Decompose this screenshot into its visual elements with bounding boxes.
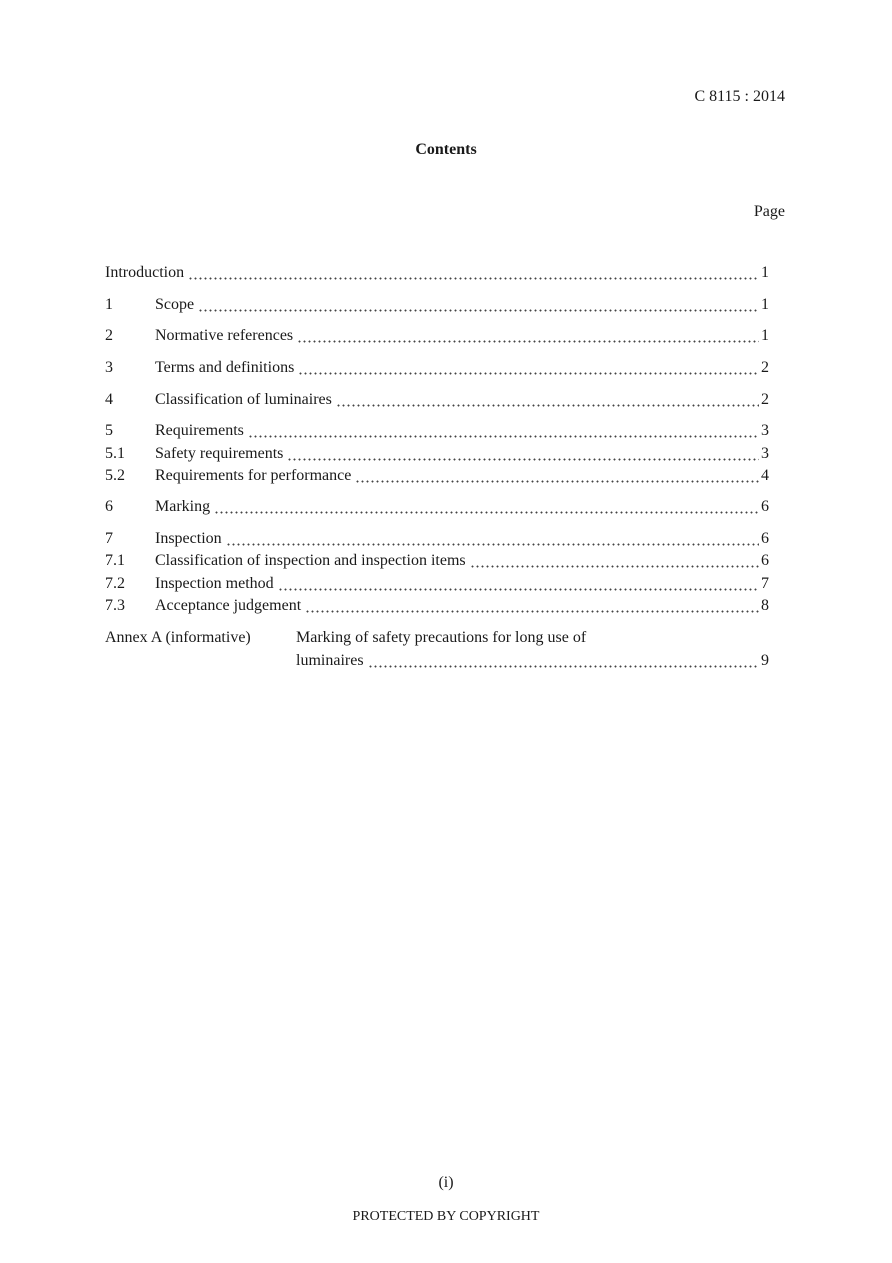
toc-entry-page: 2 bbox=[761, 359, 769, 376]
toc-entry-title: Classification of inspection and inspection items bbox=[155, 552, 466, 569]
toc-entry-marking[interactable] bbox=[105, 498, 769, 520]
toc-entry-title: Safety requirements bbox=[155, 445, 284, 462]
leader-dots bbox=[214, 511, 759, 514]
toc-entry-title: Marking bbox=[155, 498, 211, 515]
leader-dots bbox=[248, 435, 759, 438]
annex-title-line2: luminaires bbox=[296, 652, 364, 669]
toc-entry-page: 6 bbox=[761, 530, 769, 547]
toc-entry-acceptance-judgement[interactable] bbox=[105, 597, 769, 619]
toc-entry-number: 1 bbox=[105, 296, 113, 313]
toc-entry-number: 7.1 bbox=[105, 552, 125, 569]
annex-label: Annex A (informative) bbox=[105, 629, 251, 646]
toc-entry-page: 7 bbox=[761, 575, 769, 592]
toc-entry-page: 3 bbox=[761, 422, 769, 439]
toc-entry-title: Inspection bbox=[155, 530, 222, 547]
toc-entry-annex-a[interactable] bbox=[105, 629, 586, 647]
toc-entry-number: 6 bbox=[105, 498, 113, 515]
toc-entry-number: 7 bbox=[105, 530, 113, 547]
toc-entry-normative-references[interactable] bbox=[105, 327, 769, 349]
toc-entry-introduction[interactable] bbox=[105, 264, 769, 286]
toc-entry-classification-of-luminaires[interactable] bbox=[105, 391, 769, 413]
toc-entry-page: 6 bbox=[761, 498, 769, 515]
leader-dots bbox=[198, 309, 759, 312]
footer-page-number: (i) bbox=[438, 1174, 454, 1191]
leader-dots bbox=[278, 588, 759, 591]
page-column-label: Page bbox=[753, 203, 785, 220]
toc-entry-classification-of-inspection[interactable] bbox=[105, 552, 769, 574]
toc-entry-page: 2 bbox=[761, 391, 769, 408]
toc-entry-page: 1 bbox=[761, 296, 769, 313]
annex-page: 9 bbox=[761, 652, 769, 669]
toc-entry-annex-a-continued[interactable] bbox=[296, 652, 769, 674]
leader-dots bbox=[287, 458, 759, 461]
toc-entry-page: 3 bbox=[761, 445, 769, 462]
toc-entry-page: 1 bbox=[761, 264, 769, 281]
toc-entry-title: Introduction bbox=[105, 264, 185, 281]
toc-entry-requirements[interactable] bbox=[105, 422, 769, 444]
leader-dots bbox=[298, 372, 759, 375]
leader-dots bbox=[336, 404, 759, 407]
toc-entry-number: 5 bbox=[105, 422, 113, 439]
toc-entry-safety-requirements[interactable] bbox=[105, 445, 769, 467]
toc-entry-page: 1 bbox=[761, 327, 769, 344]
toc-entry-title: Inspection method bbox=[155, 575, 274, 592]
standard-code: C 8115 : 2014 bbox=[694, 88, 785, 105]
page-title: Contents bbox=[415, 141, 477, 158]
annex-title-line1: Marking of safety precautions for long use of bbox=[296, 629, 587, 646]
toc-entry-number: 5.1 bbox=[105, 445, 125, 462]
leader-dots bbox=[305, 610, 759, 613]
toc-entry-title: Scope bbox=[155, 296, 195, 313]
toc-entry-requirements-for-performance[interactable] bbox=[105, 467, 769, 489]
toc-entry-number: 5.2 bbox=[105, 467, 125, 484]
toc-entry-scope[interactable] bbox=[105, 296, 769, 318]
toc-entry-title: Normative references bbox=[155, 327, 294, 344]
leader-dots bbox=[368, 665, 759, 668]
toc-entry-number: 2 bbox=[105, 327, 113, 344]
toc-entry-page: 8 bbox=[761, 597, 769, 614]
toc-entry-number: 4 bbox=[105, 391, 113, 408]
leader-dots bbox=[297, 340, 759, 343]
toc-entry-title: Requirements for performance bbox=[155, 467, 352, 484]
toc-entry-inspection-method[interactable] bbox=[105, 575, 769, 597]
toc-entry-number: 7.2 bbox=[105, 575, 125, 592]
leader-dots bbox=[355, 480, 759, 483]
toc-entry-page: 4 bbox=[761, 467, 769, 484]
toc-entry-number: 7.3 bbox=[105, 597, 125, 614]
toc-entry-inspection[interactable] bbox=[105, 530, 769, 552]
copyright-notice: PROTECTED BY COPYRIGHT bbox=[352, 1209, 540, 1224]
toc-entry-number: 3 bbox=[105, 359, 113, 376]
toc-entry-title: Terms and definitions bbox=[155, 359, 295, 376]
toc-entry-page: 6 bbox=[761, 552, 769, 569]
toc-entry-title: Acceptance judgement bbox=[155, 597, 302, 614]
leader-dots bbox=[188, 277, 759, 280]
toc-entry-title: Classification of luminaires bbox=[155, 391, 332, 408]
leader-dots bbox=[470, 565, 759, 568]
toc-entry-terms-and-definitions[interactable] bbox=[105, 359, 769, 381]
toc-entry-title: Requirements bbox=[155, 422, 244, 439]
leader-dots bbox=[226, 543, 759, 546]
